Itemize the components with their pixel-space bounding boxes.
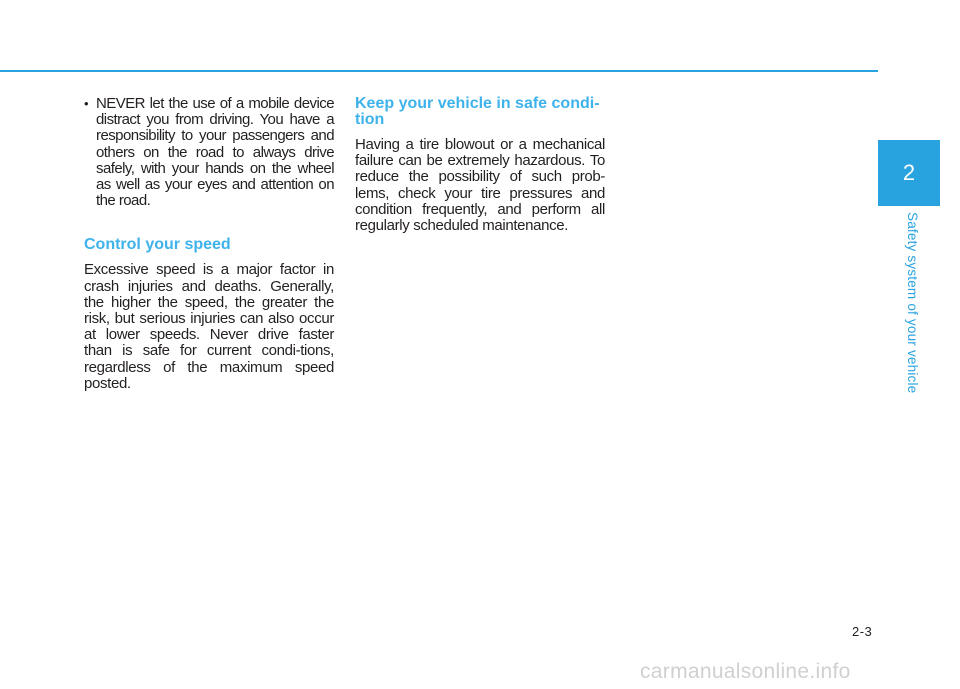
- chapter-title: Safety system of your vehicle: [905, 212, 920, 394]
- bullet-text: NEVER let the use of a mobile device distract you from driving. You have a responsibility to your passengers and others on the road to always drive safely, with your hands on the wheel as well as your eyes and attention on the road.: [96, 95, 334, 210]
- bullet-dot-icon: •: [84, 96, 89, 111]
- paragraph-control-speed: Excessive speed is a major factor in crash injuries and deaths. Generally, the higher the speed, the greater the risk, but serious injuries can also occur at lower speeds. Never drive faster than is safe for current condi-tions, regardless of the maximum speed posted.: [84, 261, 334, 392]
- top-divider-rule: [0, 70, 878, 72]
- paragraph-safe-condition: Having a tire blowout or a mechanical failure can be extremely hazardous. To reduce the possibility of such prob-lems, check your tire pressures and condition frequently, and perform all regularly scheduled maintenance.: [355, 136, 605, 235]
- watermark: carmanualsonline.info: [640, 660, 851, 683]
- section-heading-safe-condition: Keep your vehicle in safe condi-tion: [355, 95, 600, 128]
- right-column: [355, 96, 605, 234]
- section-heading-control-speed: Control your speed: [84, 236, 231, 254]
- page-number: 2-3: [852, 624, 873, 639]
- chapter-number-box: [878, 140, 940, 206]
- bullet-item: [84, 96, 334, 209]
- chapter-side-tab: [878, 140, 960, 689]
- left-column: [84, 96, 334, 392]
- chapter-number: 2: [902, 160, 916, 185]
